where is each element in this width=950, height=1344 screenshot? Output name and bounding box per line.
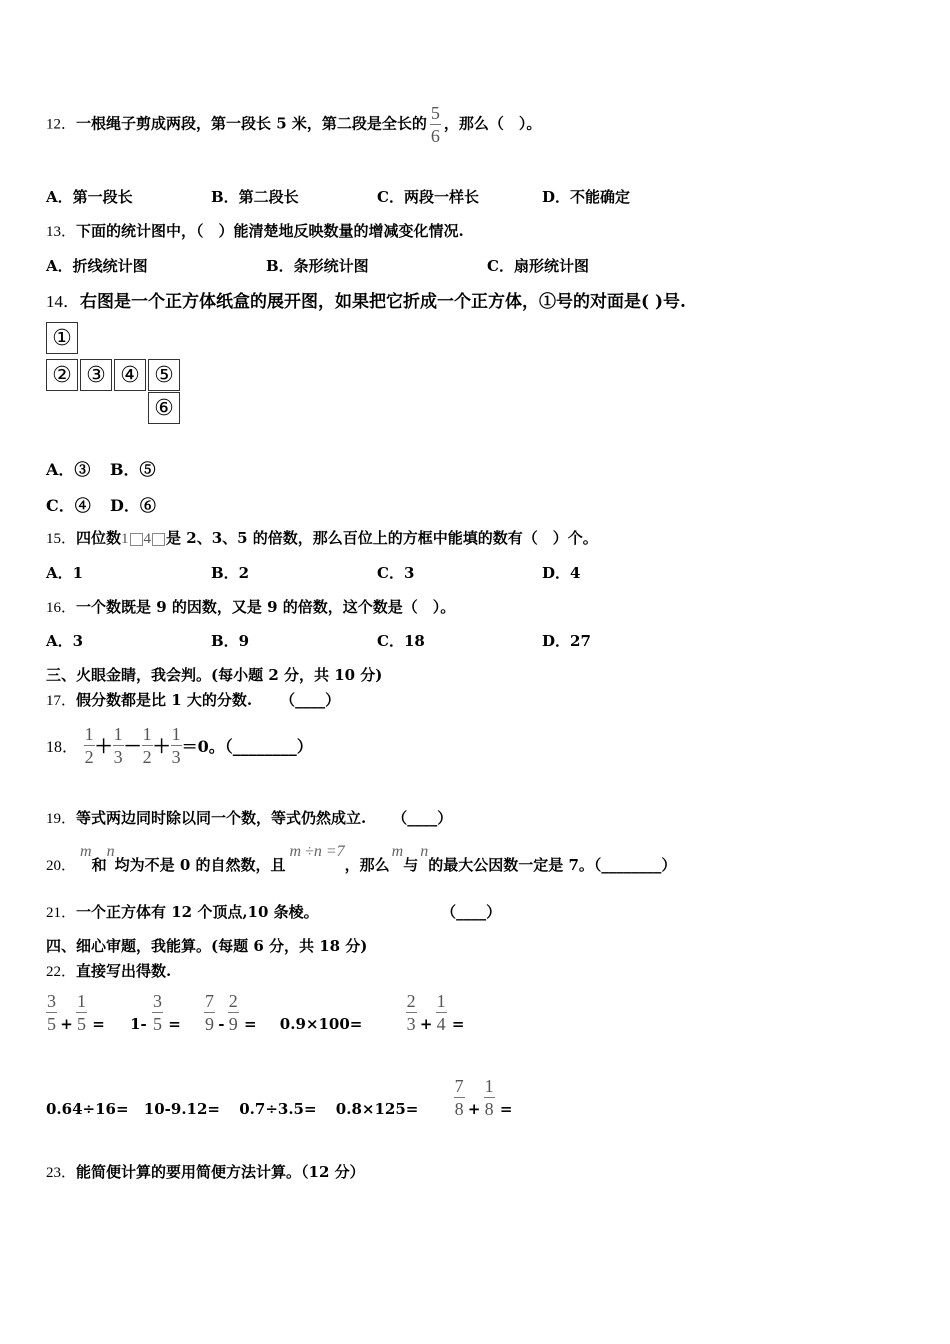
q14-text: 右图是一个正方体纸盒的展开图，如果把它折成一个正方体，①号的对面是( )号. <box>80 292 686 312</box>
q18-op-1: ＋ <box>94 736 113 758</box>
q22-r1-b-prefix: 1- <box>130 1015 147 1033</box>
net-cell-3: ③ <box>80 359 112 391</box>
q22-stem <box>46 960 171 981</box>
q18-frac-4-num: 1 <box>171 724 181 744</box>
q14-stem <box>46 287 686 312</box>
q22-r1-frac-c2 <box>228 992 239 1033</box>
q17-text: 假分数都是比 1 大的分数. <box>76 691 253 709</box>
q18-op-3: ＋ <box>152 736 171 758</box>
section-4-heading: 四、细心审题，我能算。(每题 6 分，共 18 分) <box>46 937 368 955</box>
q18-frac-1-den: 2 <box>84 747 94 767</box>
q18-frac-3-den: 2 <box>142 747 152 767</box>
q12-option-c: C．两段一样长 <box>377 188 479 206</box>
q22-r1-frac-a1-num: 3 <box>47 991 56 1011</box>
q22-r2-d: 0.8×125= <box>335 1100 419 1118</box>
q13-option-b: B．条形统计图 <box>266 257 369 275</box>
net-cell-2: ② <box>46 359 78 391</box>
q16-stem <box>46 596 455 617</box>
q21-answer-paren[interactable]: （____） <box>448 903 502 921</box>
q14-option-a: A．③ <box>46 460 91 479</box>
q22-r1-frac-a1 <box>46 992 57 1033</box>
q20-with: 与 <box>403 856 419 874</box>
q13-text: 下面的统计图中，（ ）能清楚地反映数量的增减变化情况. <box>76 222 464 240</box>
q22-r1-frac-e2-den: 4 <box>436 1014 446 1034</box>
q13-option-c: C．扇形统计图 <box>487 257 589 275</box>
q13-number: 13． <box>46 224 77 240</box>
q17-number: 17． <box>46 693 77 709</box>
q16-option-a: A．3 <box>46 632 84 650</box>
q12-option-b: B．第二段长 <box>211 188 299 206</box>
q20-expression: m ÷n =7 <box>289 843 345 860</box>
q22-r1-frac-e2-num: 1 <box>436 991 446 1011</box>
q15-option-c: C．3 <box>377 564 415 582</box>
q19-answer-paren[interactable]: （____） <box>392 809 453 827</box>
q20-and: 和 <box>91 856 107 874</box>
q22-r1-frac-a1-den: 5 <box>47 1014 56 1034</box>
net-cell-5: ⑤ <box>148 359 180 391</box>
q22-r2-plus-e: + <box>467 1100 481 1118</box>
q21-stem <box>46 901 501 922</box>
q12-text-b: ，那么（ ）。 <box>443 114 542 133</box>
q15-text-a: 四位数 <box>76 529 122 547</box>
q22-r2-frac-e1 <box>454 1077 465 1118</box>
q15-option-d: D．4 <box>542 564 581 582</box>
q22-r2-frac-e2-den: 8 <box>484 1099 494 1119</box>
q21-number: 21． <box>46 905 77 921</box>
q22-r1-plus-a: + <box>60 1015 73 1033</box>
q15-box-hundreds <box>130 533 143 546</box>
q20-var-n: n <box>106 843 115 860</box>
q22-r2-c: 0.7÷3.5= <box>239 1100 317 1118</box>
q22-r1-frac-e1-num: 2 <box>406 991 416 1011</box>
q17-answer-paren[interactable]: （____） <box>280 691 341 709</box>
q16-number: 16． <box>46 600 77 616</box>
q22-r1-frac-c1-num: 7 <box>205 991 215 1011</box>
q22-r1-eq-c: = <box>243 1015 257 1033</box>
q15-text-b: 是 2、3、5 的倍数，那么百位上的方框中能填的数有（ ）个。 <box>166 529 598 547</box>
q16-option-b: B．9 <box>211 632 250 650</box>
q16-text: 一个数既是 9 的因数，又是 9 的倍数，这个数是（ ）。 <box>76 598 456 616</box>
q14-option-b: B．⑤ <box>110 460 156 479</box>
q22-r1-frac-a2-num: 1 <box>77 991 87 1011</box>
q22-r1-frac-c2-den: 9 <box>228 1014 238 1034</box>
net-cell-4: ④ <box>114 359 146 391</box>
q22-r2-frac-e1-den: 8 <box>454 1099 464 1119</box>
q20-stem <box>46 843 677 875</box>
q14-option-d: D．⑥ <box>110 496 156 515</box>
q18-number: 18． <box>46 739 79 756</box>
q22-r1-frac-c2-num: 2 <box>228 991 238 1011</box>
q22-r1-frac-b-den: 5 <box>153 1014 162 1034</box>
q14-option-c: C．④ <box>46 496 91 515</box>
q22-r1-eq-a: = <box>92 1015 105 1033</box>
q22-r1-frac-c1 <box>204 992 215 1033</box>
q12-frac-numerator: 5 <box>430 103 440 123</box>
q20-var-m: m <box>80 843 92 860</box>
q18-frac-2-num: 1 <box>113 724 123 744</box>
q22-r1-frac-e1 <box>406 992 417 1033</box>
q12-option-d: D．不能确定 <box>542 188 631 206</box>
q18-frac-4 <box>171 725 182 766</box>
q22-r1-frac-e2 <box>436 992 447 1033</box>
q22-r1-plus-e: + <box>419 1015 433 1033</box>
q15-option-b: B．2 <box>211 564 250 582</box>
q20-number: 20． <box>46 858 77 874</box>
q12-option-a: A．第一段长 <box>46 188 133 206</box>
q13-stem <box>46 220 464 241</box>
q18-frac-4-den: 3 <box>171 747 181 767</box>
q15-stem <box>46 527 598 548</box>
q18-op-2: － <box>123 736 142 758</box>
q22-text: 直接写出得数. <box>76 962 172 980</box>
q22-r2-eq-e: = <box>499 1100 513 1118</box>
q13-option-a: A．折线统计图 <box>46 257 148 275</box>
q20-text-a: 均为不是 0 的自然数，且 <box>114 856 286 874</box>
q15-box-ones <box>152 533 165 546</box>
q20-text-c[interactable]: 的最大公因数一定是 7。（________） <box>428 856 677 874</box>
q22-r2-a: 0.64÷16= <box>46 1100 129 1118</box>
q18-frac-1-num: 1 <box>84 724 94 744</box>
q19-text: 等式两边同时除以同一个数，等式仍然成立. <box>76 809 367 827</box>
net-cell-6: ⑥ <box>148 392 180 424</box>
q16-option-d: D．27 <box>542 632 591 650</box>
q15-number: 15． <box>46 531 77 547</box>
q21-text: 一个正方体有 12 个顶点,10 条棱。 <box>76 903 319 921</box>
q12-frac-denominator: 6 <box>430 126 440 146</box>
q22-r2-frac-e1-num: 7 <box>454 1076 464 1096</box>
q22-r1-frac-e1-den: 3 <box>406 1014 416 1034</box>
q22-r1-frac-b-num: 3 <box>153 991 162 1011</box>
q18-frac-3 <box>142 725 153 766</box>
q22-r1-frac-b <box>152 992 163 1033</box>
q16-option-c: C．18 <box>377 632 425 650</box>
q22-r1-frac-a2 <box>76 992 87 1033</box>
q20-var-m-2: m <box>391 843 404 860</box>
q19-number: 19． <box>46 811 77 827</box>
q23-stem <box>46 1161 365 1182</box>
q22-r2-frac-e2-num: 1 <box>484 1076 494 1096</box>
q18-frac-2 <box>113 725 124 766</box>
q22-r2-b: 10-9.12= <box>143 1100 220 1118</box>
q22-r1-frac-a2-den: 5 <box>77 1014 87 1034</box>
q15-digit-1: 1 <box>121 531 129 547</box>
q23-text: 能简便计算的要用简便方法计算。（12 分） <box>76 1163 365 1181</box>
q19-stem <box>46 807 452 828</box>
section-3-heading: 三、火眼金睛，我会判。(每小题 2 分，共 10 分) <box>46 666 383 684</box>
q12-fraction <box>430 104 441 145</box>
q22-r1-frac-c1-den: 9 <box>205 1014 215 1034</box>
q20-var-n-2: n <box>420 843 429 860</box>
q18-stem <box>46 725 313 766</box>
q14-number: 14． <box>46 292 80 311</box>
q18-frac-3-num: 1 <box>142 724 152 744</box>
q12-number: 12． <box>46 116 77 133</box>
q18-frac-1 <box>84 725 95 766</box>
q18-frac-2-den: 3 <box>113 747 123 767</box>
q22-r2-frac-e2 <box>484 1077 495 1118</box>
q18-tail[interactable]: ＝0。（________） <box>181 737 313 756</box>
q17-stem <box>46 689 340 710</box>
q15-option-a: A．1 <box>46 564 84 582</box>
q22-number: 22． <box>46 964 77 980</box>
net-cell-1: ① <box>46 322 78 354</box>
q22-r1-eq-e: = <box>451 1015 465 1033</box>
q12-text-a: 一根绳子剪成两段，第一段长 5 米，第二段是全长的 <box>76 114 427 133</box>
q22-row-2 <box>46 1077 512 1118</box>
q22-r1-eq-b: = <box>168 1015 181 1033</box>
q22-r1-d: 0.9×100= <box>279 1015 363 1033</box>
q20-text-b: ，那么 <box>344 856 390 874</box>
q22-row-1 <box>46 992 464 1033</box>
q22-r1-minus-c: - <box>218 1015 225 1033</box>
q23-number: 23． <box>46 1165 77 1181</box>
q12-stem <box>46 104 541 145</box>
q15-digit-3: 4 <box>143 531 152 547</box>
